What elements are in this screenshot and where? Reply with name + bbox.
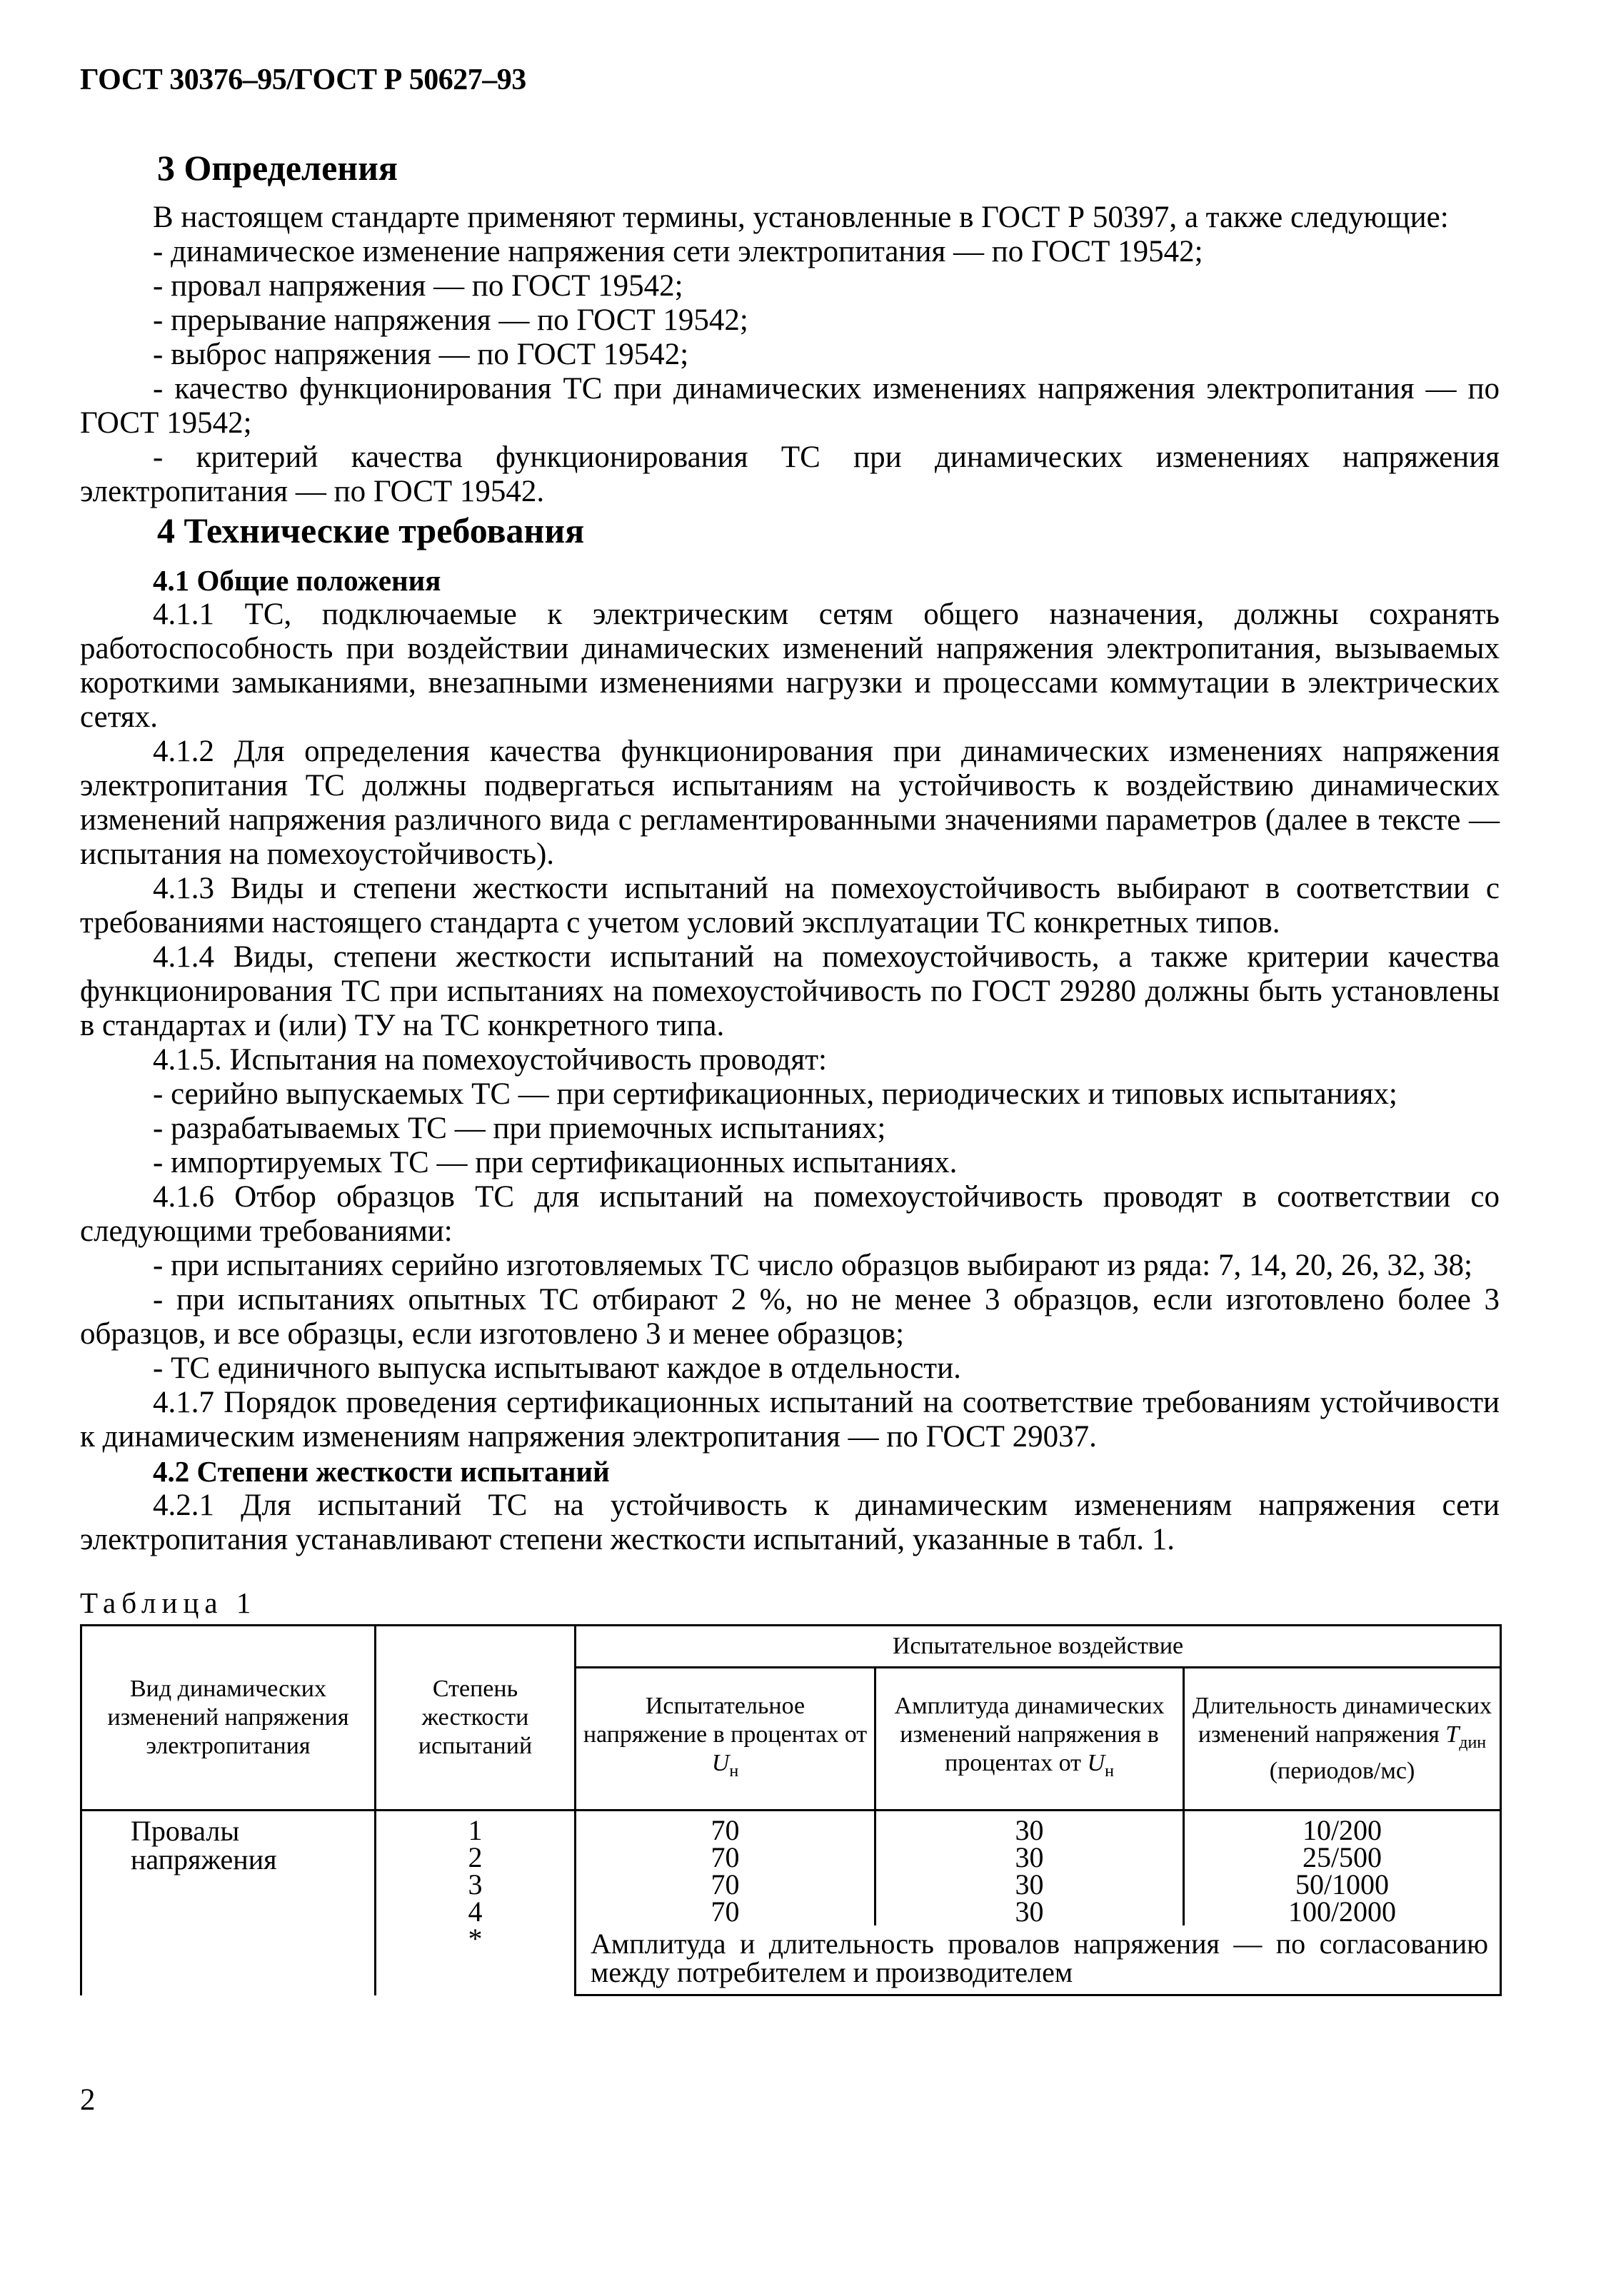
- table-caption: Таблица 1: [80, 1586, 257, 1619]
- paragraph-4-1-2: 4.1.2 Для определения качества функционирования при динамических изменениях напряжения электропитания ТС должны подвергаться испытаниям на устойчивость к воздействию динамических изменений напряжения различного вида с регламентированными значениями параметров (далее в тексте — испытания на помехоустойчивость).: [80, 735, 1500, 871]
- voltage-value: 70: [711, 1814, 740, 1846]
- definition-item: - прерывание напряжения — по ГОСТ 19542;: [153, 303, 748, 337]
- section-4-title: 4 Технические требования: [157, 510, 585, 550]
- page-number: 2: [80, 2083, 96, 2117]
- degree-value: *: [468, 1923, 483, 1955]
- paragraph-4-1-6: 4.1.6 Отбор образцов ТС для испытаний на помехоустойчивость проводят в соответствии со следующими требованиями:: [80, 1180, 1500, 1248]
- amplitude-value: 30: [1015, 1814, 1044, 1846]
- degree-value: 1: [468, 1814, 483, 1846]
- header-amplitude: Амплитуда динамических изменений напряжения в процентах от $U_н$: [875, 1668, 1184, 1811]
- subsection-4-1-title: 4.1 Общие положения: [153, 564, 441, 597]
- duration-value: 25/500: [1302, 1841, 1382, 1873]
- duration-value: 50/1000: [1295, 1868, 1390, 1900]
- header-voltage: Испытательное напряжение в процентах от $U_н$: [576, 1668, 875, 1811]
- duration-value: 10/200: [1302, 1814, 1382, 1846]
- section-3-intro: В настоящем стандарте применяют термины, установленные в ГОСТ Р 50397, а также следующие:: [153, 201, 1449, 234]
- paragraph-4-1-4: 4.1.4 Виды, степени жесткости испытаний на помехоустойчивость, а также критерии качества функционирования ТС при испытаниях на помехоустойчивость по ГОСТ 29280 должны быть установлены в стандартах и (или) ТУ на ТС конкретного типа.: [80, 940, 1500, 1042]
- amplitude-value: 30: [1015, 1841, 1044, 1873]
- amplitude-value: 30: [1015, 1868, 1044, 1900]
- list-item: - серийно выпускаемых ТС — при сертификационных, периодических и типовых испытаниях;: [153, 1077, 1397, 1111]
- cell-kind: Провалы напряжения: [81, 1811, 376, 1995]
- paragraph-4-2-1: 4.2.1 Для испытаний ТС на устойчивость к динамическим изменениям напряжения сети электропитания устанавливают степени жесткости испытаний, указанные в табл. 1.: [80, 1489, 1500, 1556]
- paragraph-4-1-1: 4.1.1 ТС, подключаемые к электрическим сетям общего назначения, должны сохранять работоспособность при воздействии динамических изменений напряжения электропитания, вызываемых короткими замыканиями, внезапными изменениями нагрузки и процессами коммутации в электрических сетях.: [80, 598, 1500, 734]
- list-item: - импортируемых ТС — при сертификационных испытаниях.: [153, 1146, 958, 1179]
- degree-value: 4: [468, 1895, 483, 1928]
- degree-value: 3: [468, 1868, 483, 1900]
- header-degree: Степень жесткости испытаний: [376, 1626, 576, 1811]
- cell-degrees: [376, 1811, 576, 1995]
- definition-item: - выброс напряжения — по ГОСТ 19542;: [153, 338, 689, 371]
- table-1: [80, 1624, 1502, 1996]
- section-3-title: 3 Определения: [157, 148, 398, 188]
- cell-voltage: [576, 1811, 875, 1926]
- duration-value: 100/2000: [1288, 1895, 1397, 1928]
- list-item: - ТС единичного выпуска испытывают каждое в отдельности.: [153, 1351, 961, 1385]
- cell-duration: [1184, 1811, 1501, 1926]
- list-item: - при испытаниях серийно изготовляемых ТС число образцов выбирают из ряда: 7, 14, 20, 26, 32, 38;: [153, 1249, 1472, 1282]
- voltage-value: 70: [711, 1841, 740, 1873]
- subsection-4-2-title: 4.2 Степени жесткости испытаний: [153, 1455, 610, 1488]
- definition-item: - критерий качества функционирования ТС при динамических изменениях напряжения электропитания — по ГОСТ 19542.: [80, 440, 1500, 508]
- definition-item: - провал напряжения — по ГОСТ 19542;: [153, 269, 683, 303]
- list-item: - разрабатываемых ТС — при приемочных испытаниях;: [153, 1112, 886, 1145]
- amplitude-value: 30: [1015, 1895, 1044, 1928]
- list-item: - при испытаниях опытных ТС отбирают 2 %, но не менее 3 образцов, если изготовлено более 3 образцов, и все образцы, если изготовлено 3 и менее образцов;: [80, 1283, 1500, 1351]
- degree-value: 2: [468, 1841, 483, 1873]
- paragraph-4-1-7: 4.1.7 Порядок проведения сертификационных испытаний на соответствие требованиям устойчивости к динамическим изменениям напряжения электропитания — по ГОСТ 29037.: [80, 1386, 1500, 1454]
- paragraph-4-1-5: 4.1.5. Испытания на помехоустойчивость проводят:: [153, 1043, 827, 1077]
- header-effect: Испытательное воздействие: [576, 1626, 1501, 1668]
- header-kind: Вид динамических изменений напряжения электропитания: [81, 1626, 376, 1811]
- document-header: ГОСТ 30376–95/ГОСТ Р 50627–93: [80, 64, 526, 96]
- voltage-value: 70: [711, 1868, 740, 1900]
- content: [80, 146, 1500, 1996]
- paragraph-4-1-3: 4.1.3 Виды и степени жесткости испытаний на помехоустойчивость выбирают в соответствии с требованиями настоящего стандарта с учетом условий эксплуатации ТС конкретных типов.: [80, 872, 1500, 940]
- definition-item: - качество функционирования ТС при динамических изменениях напряжения электропитания — по ГОСТ 19542;: [80, 372, 1500, 440]
- definition-item: - динамическое изменение напряжения сети электропитания — по ГОСТ 19542;: [153, 235, 1203, 268]
- voltage-value: 70: [711, 1895, 740, 1928]
- header-duration: Длительность динамических изменений напряжения $T_{дин}$ (периодов/мс): [1184, 1668, 1501, 1811]
- cell-amplitude: [875, 1811, 1184, 1926]
- table-note: Амплитуда и длительность провалов напряжения — по согласованию между потребителем и производителем: [576, 1925, 1501, 1995]
